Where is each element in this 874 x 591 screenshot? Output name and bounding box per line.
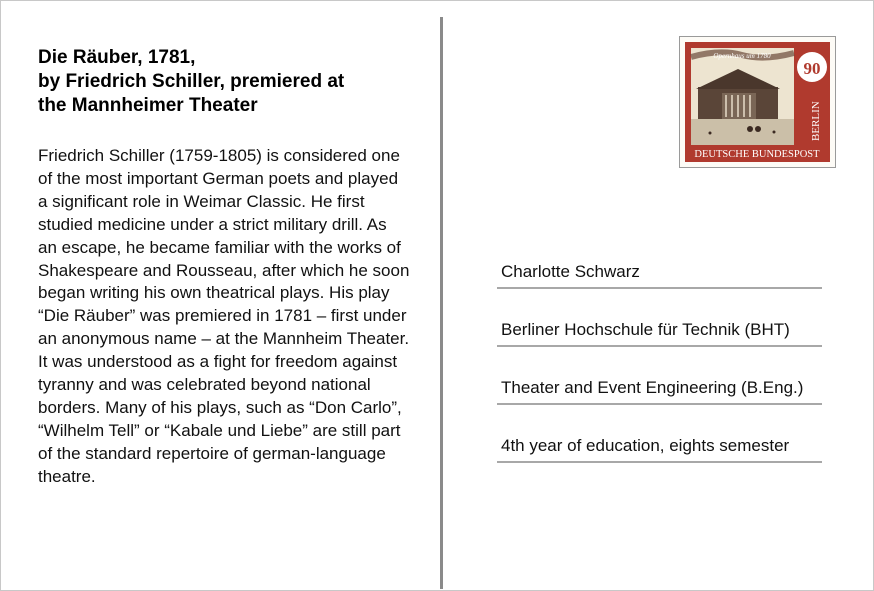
address-line-3 bbox=[497, 379, 822, 405]
postcard-title bbox=[38, 46, 418, 118]
address-line-4 bbox=[497, 437, 822, 463]
address-program: Theater and Event Engineering (B.Eng.) bbox=[501, 378, 804, 397]
address-institution: Berliner Hochschule für Technik (BHT) bbox=[501, 320, 790, 339]
stamp-country: BERLIN bbox=[810, 101, 822, 141]
address-semester: 4th year of education, eights semester bbox=[501, 436, 790, 455]
stamp-banner: Opernhaus um 1780 bbox=[713, 52, 771, 60]
title-line-2: by Friedrich Schiller, premiered at bbox=[38, 71, 345, 92]
stamp-illustration bbox=[680, 37, 835, 167]
address-line-2 bbox=[497, 321, 822, 347]
stamp-value: 90 bbox=[803, 59, 821, 78]
title-line-3: the Mannheimer Theater bbox=[38, 95, 258, 116]
description-text: Friedrich Schiller (1759-1805) is considered one of the most important German poets and played a significant role in Weimar Classic. He first studied medicine under a strict military drill. As an escape, he became familiar with the works of Shakespeare and Rousseau, after which he soon began writing his own theatrical plays. His play “Die Räuber” was premiered in 1781 – first under an anonymous name – at the Mannheim Theater. It was understood as a fight for freedom against tyranny and was celebrated beyond national borders. Many of his plays, such as “Don Carlo”, “Wilhelm Tell” or “Kabale und Liebe” are still part of the standard repertoire of german-language theatre. bbox=[38, 146, 410, 486]
stamp-issuer: DEUTSCHE BUNDESPOST bbox=[694, 149, 820, 160]
center-divider bbox=[440, 17, 443, 589]
address-line-1 bbox=[497, 262, 822, 289]
title-line-1: Die Räuber, 1781, bbox=[38, 47, 196, 68]
address-name: Charlotte Schwarz bbox=[501, 262, 640, 281]
postage-stamp bbox=[679, 36, 836, 168]
